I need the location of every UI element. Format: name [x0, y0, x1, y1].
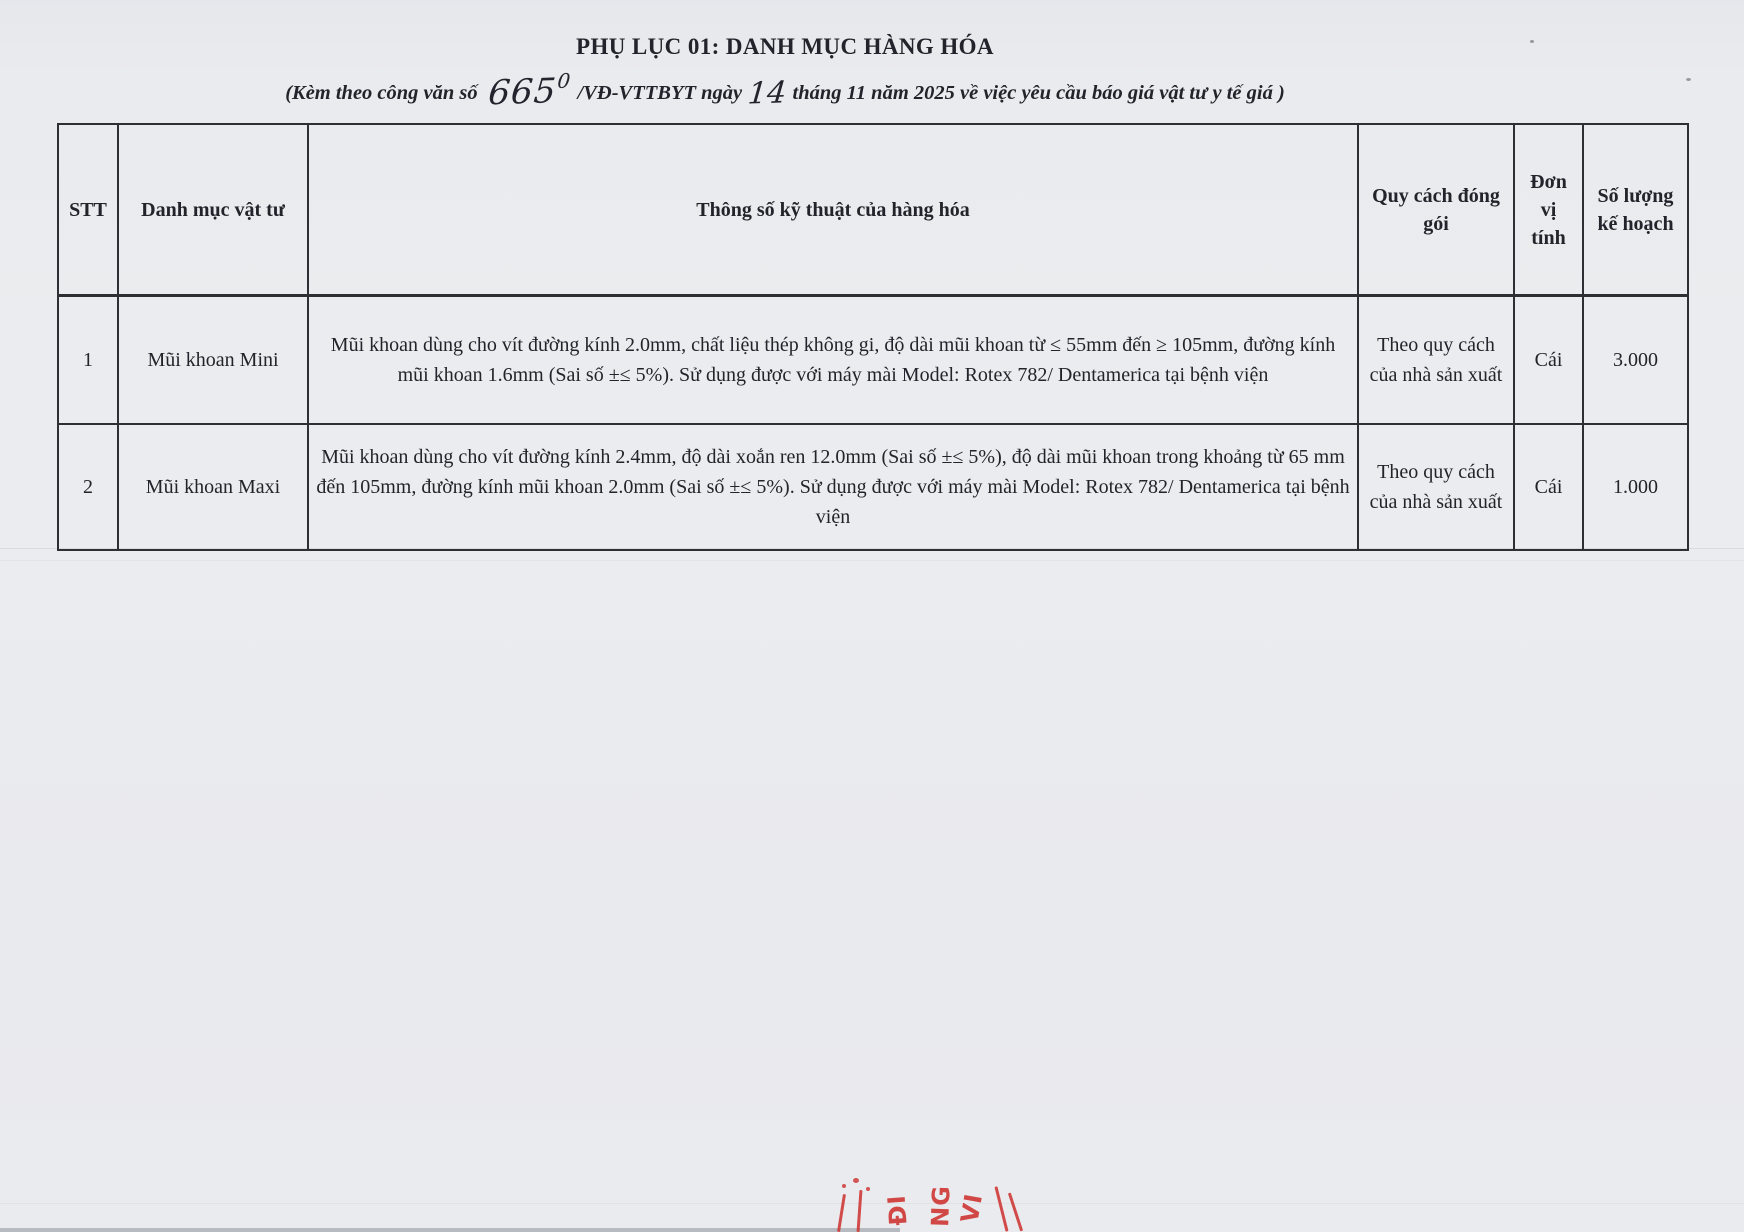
table-row: [58, 424, 1688, 550]
cell-qty: 3.000: [1583, 296, 1688, 425]
cell-unit: Cái: [1514, 424, 1583, 550]
cell-spec: Mũi khoan dùng cho vít đường kính 2.0mm, chất liệu thép không gi, độ dài mũi khoan từ ≤ 55mm đến ≥ 105mm, đường kính mũi khoan 1.6mm (Sai số ±≤ 5%). Sử dụng được với máy mài Model: Rotex 782/ Dentamerica tại bệnh viện: [308, 296, 1358, 425]
handwritten-day: 14: [746, 75, 789, 112]
stamp-stroke: [994, 1186, 1008, 1231]
stamp-stroke: [1008, 1193, 1023, 1232]
stamp-dot: [842, 1184, 846, 1188]
stamp-dot: [853, 1178, 859, 1183]
cell-name: Mũi khoan Mini: [118, 296, 308, 425]
cell-spec: Mũi khoan dùng cho vít đường kính 2.4mm, độ dài xoắn ren 12.0mm (Sai số ±≤ 5%), độ dài mũi khoan trong khoảng từ 65 mm đến 105mm, đường kính mũi khoan 2.0mm (Sai số ±≤ 5%). Sử dụng được với máy mài Model: Rotex 782/ Dentamerica tại bệnh viện: [308, 424, 1358, 550]
header-cell-unit: Đơn vị tính: [1514, 124, 1583, 296]
cell-stt: 2: [58, 424, 118, 550]
cell-qty: 1.000: [1583, 424, 1688, 550]
scan-edge-shadow: [0, 1228, 900, 1232]
cell-name: Mũi khoan Maxi: [118, 424, 308, 550]
cell-packing: Theo quy cách của nhà sản xuất: [1358, 424, 1514, 550]
table-header-row: [58, 124, 1688, 296]
subtitle-suffix: tháng 11 năm 2025 về việc yêu cầu báo giá vật tư y tế giá ): [792, 82, 1285, 104]
table-row: [58, 296, 1688, 425]
handwritten-document-number: $665^0$: [486, 68, 573, 114]
cell-stt: 1: [58, 296, 118, 425]
stamp-dot: [866, 1187, 870, 1191]
scan-speck: [1686, 78, 1691, 81]
stamp-stroke: [857, 1190, 863, 1232]
stamp-text-fragment: ĐI: [882, 1193, 913, 1227]
subtitle: [0, 68, 1570, 114]
scan-crease: [0, 560, 1744, 561]
cell-packing: Theo quy cách của nhà sản xuất: [1358, 296, 1514, 425]
scan-crease: [0, 1203, 1744, 1204]
header-cell-qty: Số lượng kế hoạch: [1583, 124, 1688, 296]
header-cell-spec: Thông số kỹ thuật của hàng hóa: [308, 124, 1358, 296]
stamp-stroke: [837, 1194, 846, 1232]
goods-table: [57, 123, 1689, 551]
page-title: PHỤ LỤC 01: DANH MỤC HÀNG HÓA: [576, 34, 994, 59]
header-cell-name: Danh mục vật tư: [118, 124, 308, 296]
stamp-text-fragment: NG: [926, 1184, 956, 1228]
header-cell-packing: Quy cách đóng gói: [1358, 124, 1514, 296]
subtitle-mid: /VĐ-VTTBYT ngày: [577, 82, 743, 104]
stamp-text-fragment: VI: [955, 1191, 989, 1225]
cell-unit: Cái: [1514, 296, 1583, 425]
subtitle-prefix: (Kèm theo công văn số: [285, 82, 478, 104]
document-header: [0, 34, 1570, 114]
header-cell-stt: STT: [58, 124, 118, 296]
